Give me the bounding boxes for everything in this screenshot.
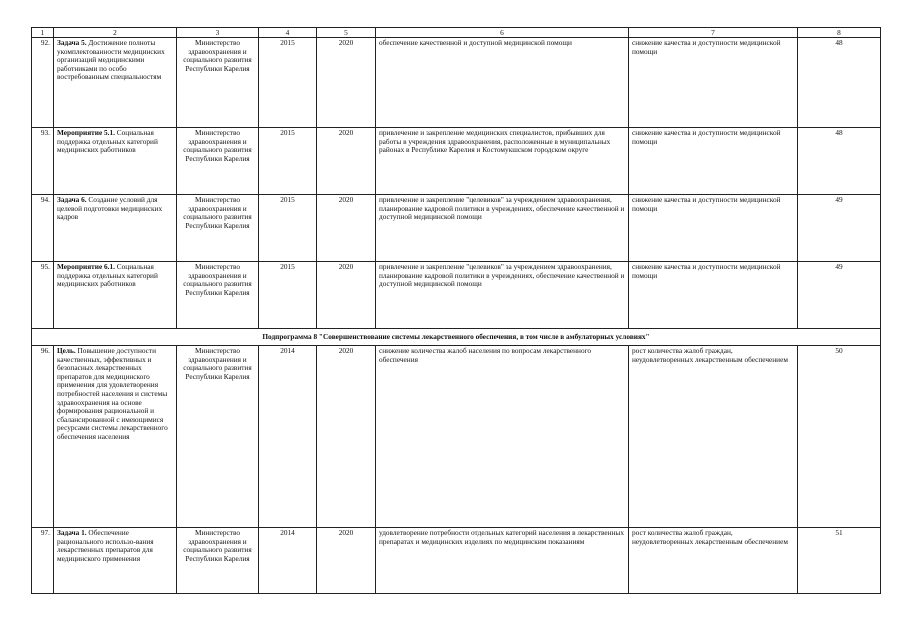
row-number: 94.: [32, 195, 54, 262]
expected-result-cell: удовлетворение потребности отдельных категорий населения в лекарственных препаратах и медицинских изделиях по медицинским показаниям: [376, 528, 629, 594]
activity-cell: [54, 262, 177, 329]
consequence-cell: снижение качества и доступности медицинской помощи: [629, 128, 798, 195]
activity-cell: [54, 528, 177, 594]
start-year-cell: 2015: [259, 262, 317, 329]
subprogram-row: [32, 329, 881, 346]
activity-label: Задача 1.: [57, 528, 87, 537]
table-row: [32, 528, 881, 594]
activity-text: Достижение полноты укомплектованности медицинских организаций медицинскими работниками по особо востребованным специальностям: [57, 38, 165, 82]
start-year-cell: 2015: [259, 128, 317, 195]
row-number: 95.: [32, 262, 54, 329]
activity-label: Мероприятие 5.1.: [57, 128, 115, 137]
expected-result-cell: снижение количества жалоб населения по вопросам лекарственного обеспечения: [376, 346, 629, 528]
rows-group: [32, 38, 881, 329]
column-number-row: [32, 28, 881, 38]
executor-cell: Министерство здравоохранения и социального развития Республики Карелия: [177, 262, 259, 329]
executor-cell: Министерство здравоохранения и социального развития Республики Карелия: [177, 38, 259, 128]
column-number: 6: [376, 28, 629, 38]
end-year-cell: 2020: [317, 262, 376, 329]
activity-text: Повышение доступности качественных, эффективных и безопасных лекарственных препаратов для медицинского применения для удовлетворения потребностей населения и системы здравоохранения на основе формирования рациональной и сбалансированной с имеющимися ресурсами системы лекарственного обеспечения населения: [57, 346, 168, 442]
column-number: 3: [177, 28, 259, 38]
consequence-cell: рост количества жалоб граждан, неудовлетворенных лекарственным обеспечением: [629, 346, 798, 528]
activity-label: Мероприятие 6.1.: [57, 262, 115, 271]
executor-cell: Министерство здравоохранения и социального развития Республики Карелия: [177, 528, 259, 594]
end-year-cell: 2020: [317, 128, 376, 195]
row-number: 96.: [32, 346, 54, 528]
activity-cell: [54, 346, 177, 528]
expected-result-cell: привлечение и закрепление "целевиков" за учреждением здравоохранения, планирование кадровой политики в учреждениях, обеспечение качественной и доступной медицинской помощи: [376, 195, 629, 262]
column-number: 8: [798, 28, 881, 38]
consequence-cell: снижение качества и доступности медицинской помощи: [629, 38, 798, 128]
table-row: [32, 262, 881, 329]
indicator-link-cell: 48: [798, 128, 881, 195]
end-year-cell: 2020: [317, 38, 376, 128]
consequence-cell: снижение качества и доступности медицинской помощи: [629, 195, 798, 262]
end-year-cell: 2020: [317, 346, 376, 528]
rows-group: [32, 346, 881, 594]
activity-label: Задача 5.: [57, 38, 87, 47]
column-number: 7: [629, 28, 798, 38]
table-row: [32, 195, 881, 262]
column-number: 5: [317, 28, 376, 38]
start-year-cell: 2014: [259, 346, 317, 528]
expected-result-cell: обеспечение качественной и доступной медицинской помощи: [376, 38, 629, 128]
start-year-cell: 2014: [259, 528, 317, 594]
expected-result-cell: привлечение и закрепление медицинских специалистов, прибывших для работы в учреждения здравоохранения, расположенные в муниципальных районах в Республике Карелия и Костомукшском городском округе: [376, 128, 629, 195]
end-year-cell: 2020: [317, 528, 376, 594]
activity-cell: [54, 38, 177, 128]
activity-label: Задача 6.: [57, 195, 87, 204]
table-row: [32, 346, 881, 528]
activity-cell: [54, 128, 177, 195]
consequence-cell: рост количества жалоб граждан, неудовлетворенных лекарственным обеспечением: [629, 528, 798, 594]
table-row: [32, 38, 881, 128]
program-table: [31, 27, 881, 594]
executor-cell: Министерство здравоохранения и социального развития Республики Карелия: [177, 195, 259, 262]
column-number: 1: [32, 28, 54, 38]
activity-text: Социальная поддержка отдельных категорий медицинских работников: [57, 128, 158, 155]
column-number: 4: [259, 28, 317, 38]
activity-text: Социальная поддержка отдельных категорий медицинских работников: [57, 262, 158, 289]
activity-cell: [54, 195, 177, 262]
row-number: 92.: [32, 38, 54, 128]
executor-cell: Министерство здравоохранения и социального развития Республики Карелия: [177, 346, 259, 528]
end-year-cell: 2020: [317, 195, 376, 262]
start-year-cell: 2015: [259, 195, 317, 262]
expected-result-cell: привлечение и закрепление "целевиков" за учреждением здравоохранения, планирование кадровой политики в учреждениях, обеспечение качественной и доступной медицинской помощи: [376, 262, 629, 329]
activity-label: Цель.: [57, 346, 76, 355]
column-number: 2: [54, 28, 177, 38]
subprogram-heading: Подпрограмма 8 "Совершенствование системы лекарственного обеспечения, в том числе в амбулаторных условиях": [32, 329, 881, 346]
start-year-cell: 2015: [259, 38, 317, 128]
table-row: [32, 128, 881, 195]
consequence-cell: снижение качества и доступности медицинской помощи: [629, 262, 798, 329]
row-number: 93.: [32, 128, 54, 195]
indicator-link-cell: 49: [798, 262, 881, 329]
activity-text: Создание условий для целевой подготовки медицинских кадров: [57, 195, 163, 222]
indicator-link-cell: 50: [798, 346, 881, 528]
indicator-link-cell: 48: [798, 38, 881, 128]
indicator-link-cell: 49: [798, 195, 881, 262]
executor-cell: Министерство здравоохранения и социального развития Республики Карелия: [177, 128, 259, 195]
activity-text: Обеспечение рационального использо-вания лекарственных препаратов для медицинского применения: [57, 528, 154, 563]
indicator-link-cell: 51: [798, 528, 881, 594]
row-number: 97.: [32, 528, 54, 594]
